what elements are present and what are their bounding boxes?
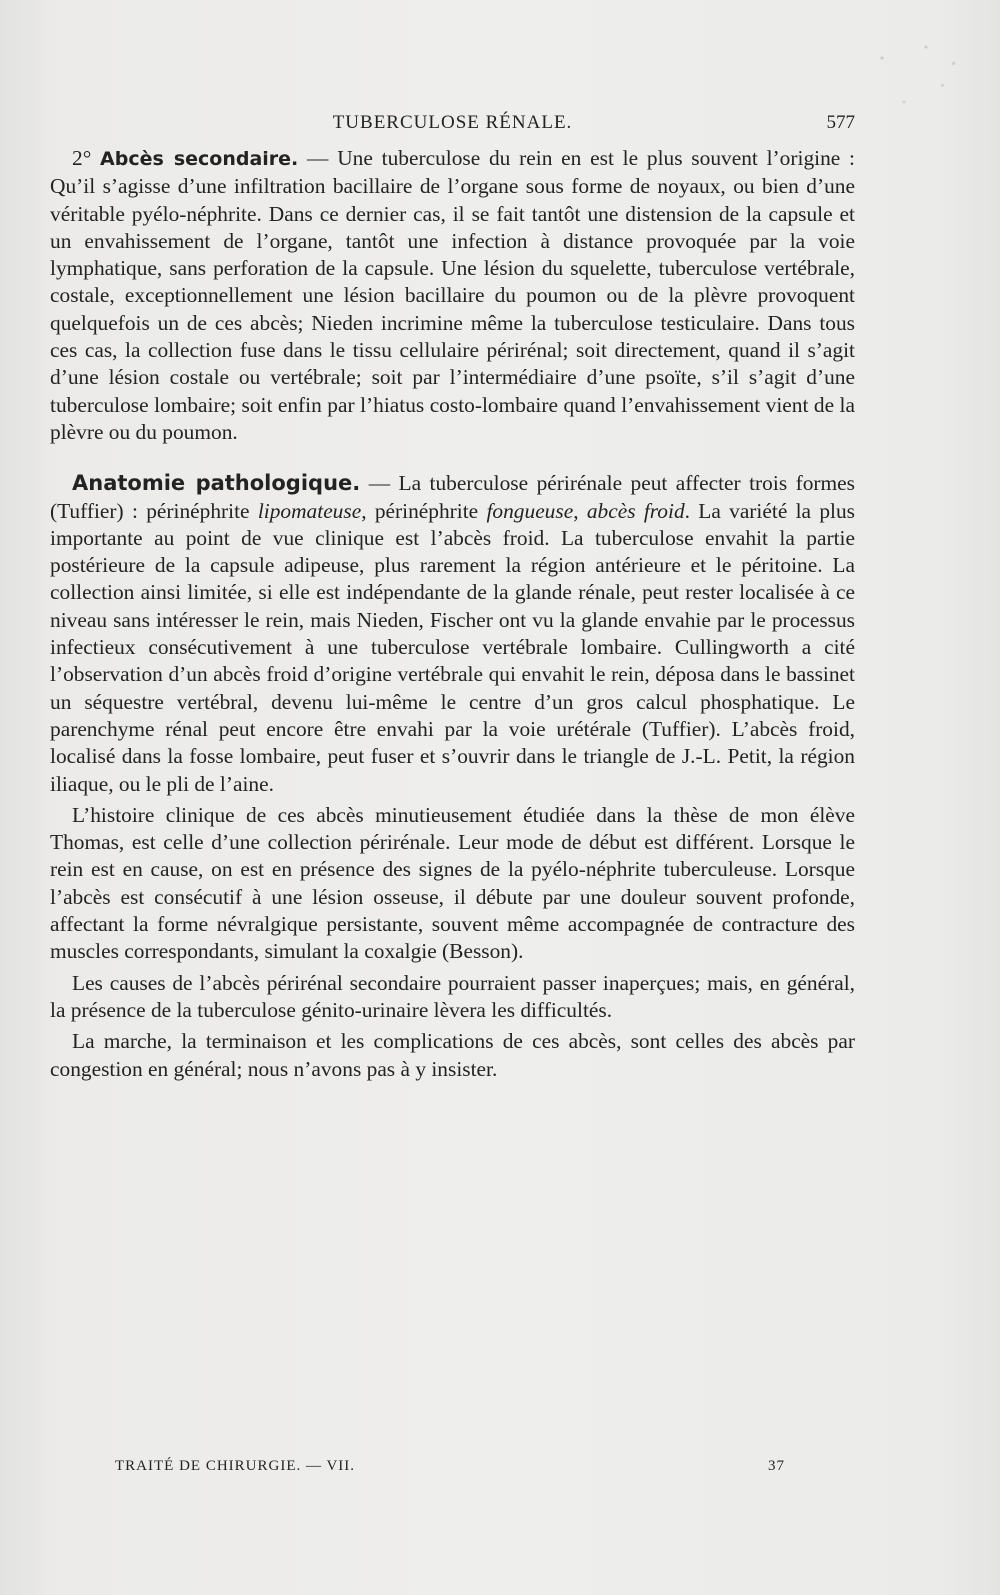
italic-term: abcès froid [586,498,685,523]
paragraph-abces-secondaire [50,145,855,446]
footer-book-title: TRAITÉ DE CHIRURGIE. — VII. [115,1458,356,1474]
running-title: TUBERCULOSE RÉNALE. [332,112,573,133]
paragraph-causes: Les causes de l’abcès périrénal secondaire pourraient passer inaperçues; mais, en général, la présence de la tuberculose génito-urinaire lèvera les difficultés. [50,970,855,1022]
print-speckle-decoration [860,25,970,135]
italic-term: lipomateuse [257,498,362,523]
paragraph-text: , [573,498,587,523]
paragraph-text: — La tuberculose périrénale peut affecter trois formes (Tuffier) : périnéphrite [50,471,855,523]
section-heading-abces-secondaire: Abcès secondaire. [100,148,299,170]
section-heading-anatomie-pathologique: Anatomie pathologique. [72,471,361,496]
italic-term: fongueuse [486,498,574,523]
running-head [50,112,855,142]
paragraph-text: . La variété la plus importante au point de vue clinique est l’abcès froid. La tuberculose envahit la partie postérieure de la capsule adipeuse, plus rarement la région antérieure et le péritoine. La collection ainsi limitée, si elle est indépendante de la glande rénale, peut rester localisée à ce niveau sans intéresser le rein, mais Nieden, Fischer ont vu la glande envahie par le processus infectieux consécutivement à une tuberculose vertébrale lombaire. Cullingworth a cité l’observation d’un abcès froid d’origine vertébrale qui envahit le rein, déposa dans le bassinet un séquestre vertébral, devenu lui-même le centre d’un gros calcul phosphatique. Le parenchyme rénal peut encore être envahi par la voie urétérale (Tuffier). L’abcès froid, localisé dans la fosse lombaire, peut fuser et s’ouvrir dans le triangle de J.-L. Petit, la région iliaque, ou le pli de l’aine. [50,498,855,796]
paragraph-anatomie-pathologique [50,470,855,798]
paragraph-text: , périnéphrite [361,498,487,523]
page-number: 577 [826,112,855,133]
section-number: 2° [72,146,101,170]
paragraph-marche: La marche, la terminaison et les complications de ces abcès, sont celles des abcès par congestion en général; nous n’avons pas à y insister. [50,1029,855,1081]
paragraph-histoire-clinique: L’histoire clinique de ces abcès minutieusement étudiée dans la thèse de mon élève Thomas, est celle d’une collection périrénale. Leur mode de début est différent. Lorsque le rein est en cause, on est en présence des signes de la pyélo-néphrite tuberculeuse. Lorsque l’abcès est consécutif à une lésion osseuse, il débute par une douleur souvent profonde, affectant la forme névralgique persistante, souvent même accompagnée de contracture des muscles correspondants, simulant la coxalgie (Besson). [50,802,855,964]
footer-signature-mark: 37 [768,1458,785,1474]
paragraph-text: — Une tuberculose du rein en est le plus souvent l’origine : Qu’il s’agisse d’une infiltration bacillaire de l’organe sous forme de noyaux, ou bien d’une véritable pyélo-néphrite. Dans ce dernier cas, il se fait tantôt une distension de la capsule et un envahissement de l’organe, tantôt une infection à distance provoquée par la voie lymphatique, sans perforation de la capsule. Une lésion du squelette, tuberculose vertébrale, costale, exceptionnellement une lésion bacillaire du poumon ou de la plèvre provoquent quelquefois un de ces abcès; Nieden incrimine même la tuberculose testiculaire. Dans tous ces cas, la collection fuse dans le tissu cellulaire périrénal; soit directement, quand il s’agit d’une lésion costale ou vertébrale; soit par l’intermédiaire d’une psoïte, s’il s’agit d’une tuberculose lombaire; soit enfin par l’hiatus costo-lombaire quand l’envahissement vient de la plèvre ou du poumon. [50,146,855,444]
body-text [50,145,855,1083]
